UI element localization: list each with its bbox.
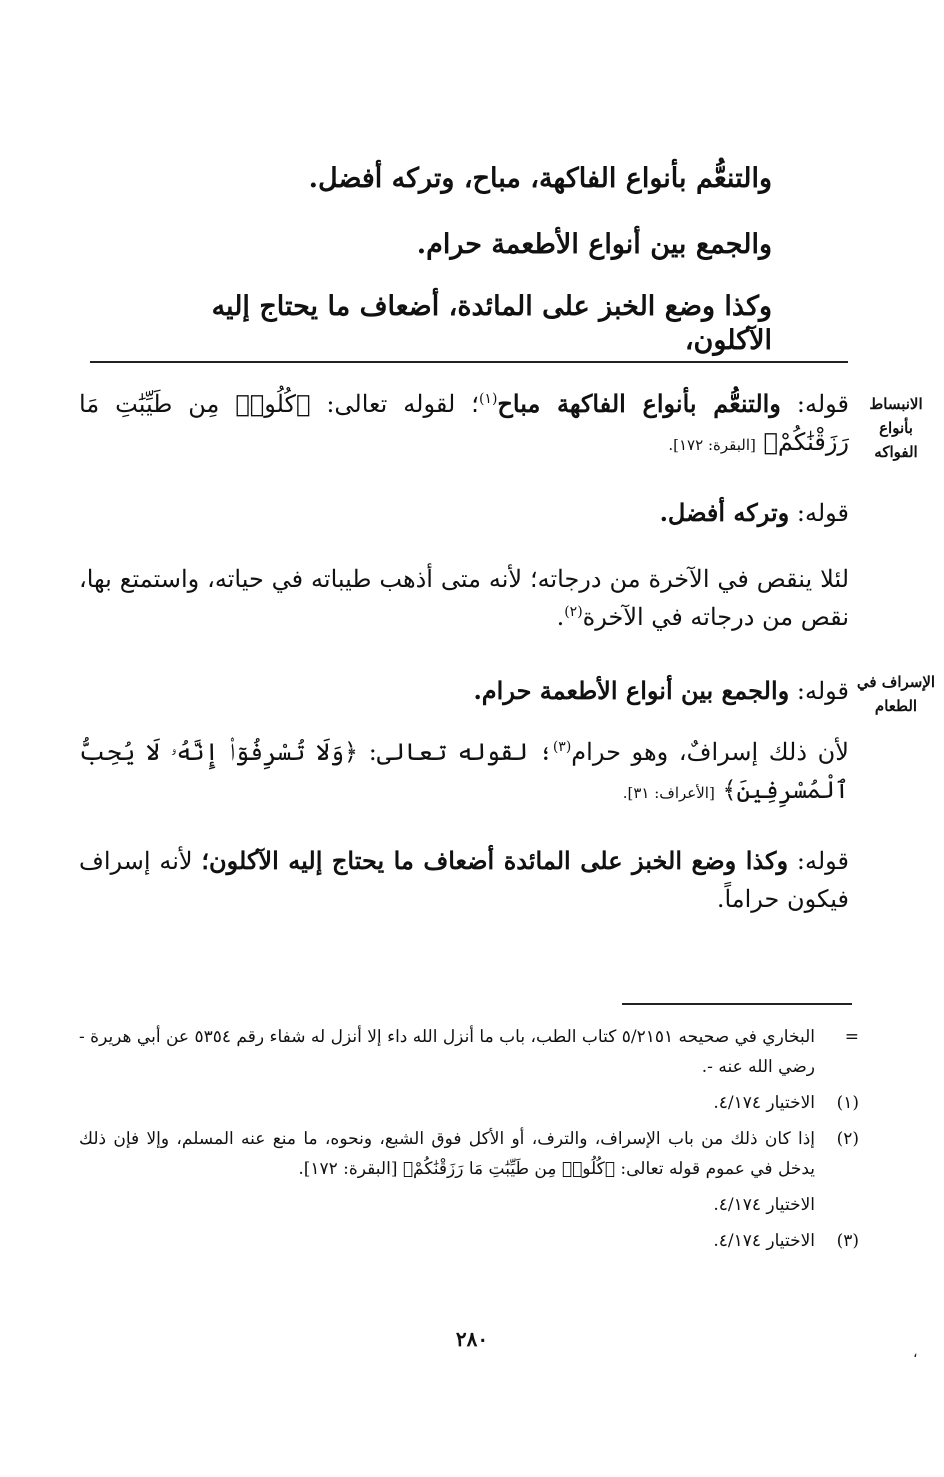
footnote-item [79, 1124, 859, 1184]
footnote-text: الاختيار ٤/١٧٤. [713, 1195, 815, 1215]
footnote-text: البخاري في صحيحه ٥/٢١٥١ كتاب الطب، باب ما أنزل الله داء إلا أنزل له شفاء رقم ٥٣٥٤ عن أبي هريرة - رضي الله عنه -. [79, 1027, 815, 1077]
evidence-text: ؛ لقوله تعالى: ﴿كُلُوا۟ مِن طَيِّبَٰتِ مَا رَزَقْنَٰكُمْ﴾ [79, 390, 849, 456]
commentary-paragraph-3 [79, 560, 849, 636]
qawluhu-label: قوله: [788, 847, 850, 875]
qawluhu-label: قوله: [789, 677, 849, 705]
sentence-end: . [556, 603, 565, 631]
footnote-text: الاختيار ٤/١٧٤. [713, 1093, 815, 1113]
footnote-marker: (٣) [552, 739, 572, 755]
explanation-text: لأن ذلك إسرافٌ، وهو حرام [571, 738, 849, 766]
qawluhu-label: قوله: [780, 390, 850, 418]
footnote-marker: (٢) [564, 604, 583, 620]
matn-line-1: والتنعُّم بأنواع الفاكهة، مباح، وتركه أفضل. [308, 163, 772, 194]
footnote-item [79, 1022, 859, 1082]
footnote-number: = [844, 1027, 859, 1047]
footnote-text: الاختيار ٤/١٧٤. [713, 1231, 815, 1251]
verse-reference: [البقرة: ١٧٢]. [668, 436, 756, 454]
page-number: ٢٨٠ [455, 1327, 489, 1351]
commentary-paragraph-4 [79, 672, 849, 710]
commentary-paragraph-5 [79, 733, 849, 812]
footnote-number: (٣) [836, 1231, 859, 1251]
commentary-paragraph-2 [79, 494, 849, 532]
side-heading-extravagance: الإسراف في الطعام [856, 673, 936, 715]
quoted-matn: وتركه أفضل. [659, 498, 790, 527]
footnotes [79, 1022, 859, 1262]
footnote-item [79, 1226, 859, 1256]
commentary-paragraph-6 [79, 842, 849, 918]
footnote-number: (٢) [836, 1129, 859, 1149]
matn-line-3: وكذا وضع الخبز على المائدة، أضعاف ما يحتاج إليه الآكلون، [211, 291, 772, 356]
footnote-marker: (١) [478, 391, 498, 407]
quoted-matn: والتنعُّم بأنواع الفاكهة مباح [497, 389, 781, 418]
footnote-number: (١) [836, 1093, 859, 1113]
footnote-item [79, 1190, 859, 1220]
footnote-rule [622, 1003, 852, 1005]
matn-line-2: والجمع بين أنواع الأطعمة حرام. [416, 229, 772, 260]
footnote-item [79, 1088, 859, 1118]
quoted-matn: والجمع بين أنواع الأطعمة حرام. [473, 676, 790, 705]
explanation-text: لأنه إسراف فيكون حراماً. [79, 847, 849, 913]
quoted-matn: وكذا وضع الخبز على المائدة أضعاف ما يحتاج إليه الآكلون؛ [201, 846, 789, 875]
separator-rule [90, 361, 848, 363]
corner-mark: ، [913, 1345, 918, 1361]
side-heading-fruits: الانبساط بأنواع الفواكه [869, 395, 923, 461]
evidence-text: ؛ لقوله تعالى: ﴿وَلَا تُسْرِفُوٓا۟ إِنَّهُۥ لَا يُحِبُّ ٱلْمُسْرِفِينَ﴾ [79, 738, 849, 804]
explanation-text: لئلا ينقص في الآخرة من درجاته؛ لأنه متى أذهب طيباته في حياته، واستمتع بها، نقص من درجاته في الآخرة [79, 565, 849, 631]
verse-reference: [الأعراف: ٣١]. [622, 784, 715, 802]
qawluhu-label: قوله: [789, 499, 849, 527]
commentary-paragraph-1 [79, 385, 849, 464]
footnote-text: إذا كان ذلك من باب الإسراف، والترف، أو الأكل فوق الشبع، ونحوه، ما منع عنه المسلم، وإلا فإن ذلك يدخل في عموم قوله تعالى: ﴿كُلُوا۟ مِن طَيِّبَٰتِ مَا رَزَقْنَٰكُمْ﴾ [البقرة: ١٧٢]. [79, 1129, 815, 1179]
